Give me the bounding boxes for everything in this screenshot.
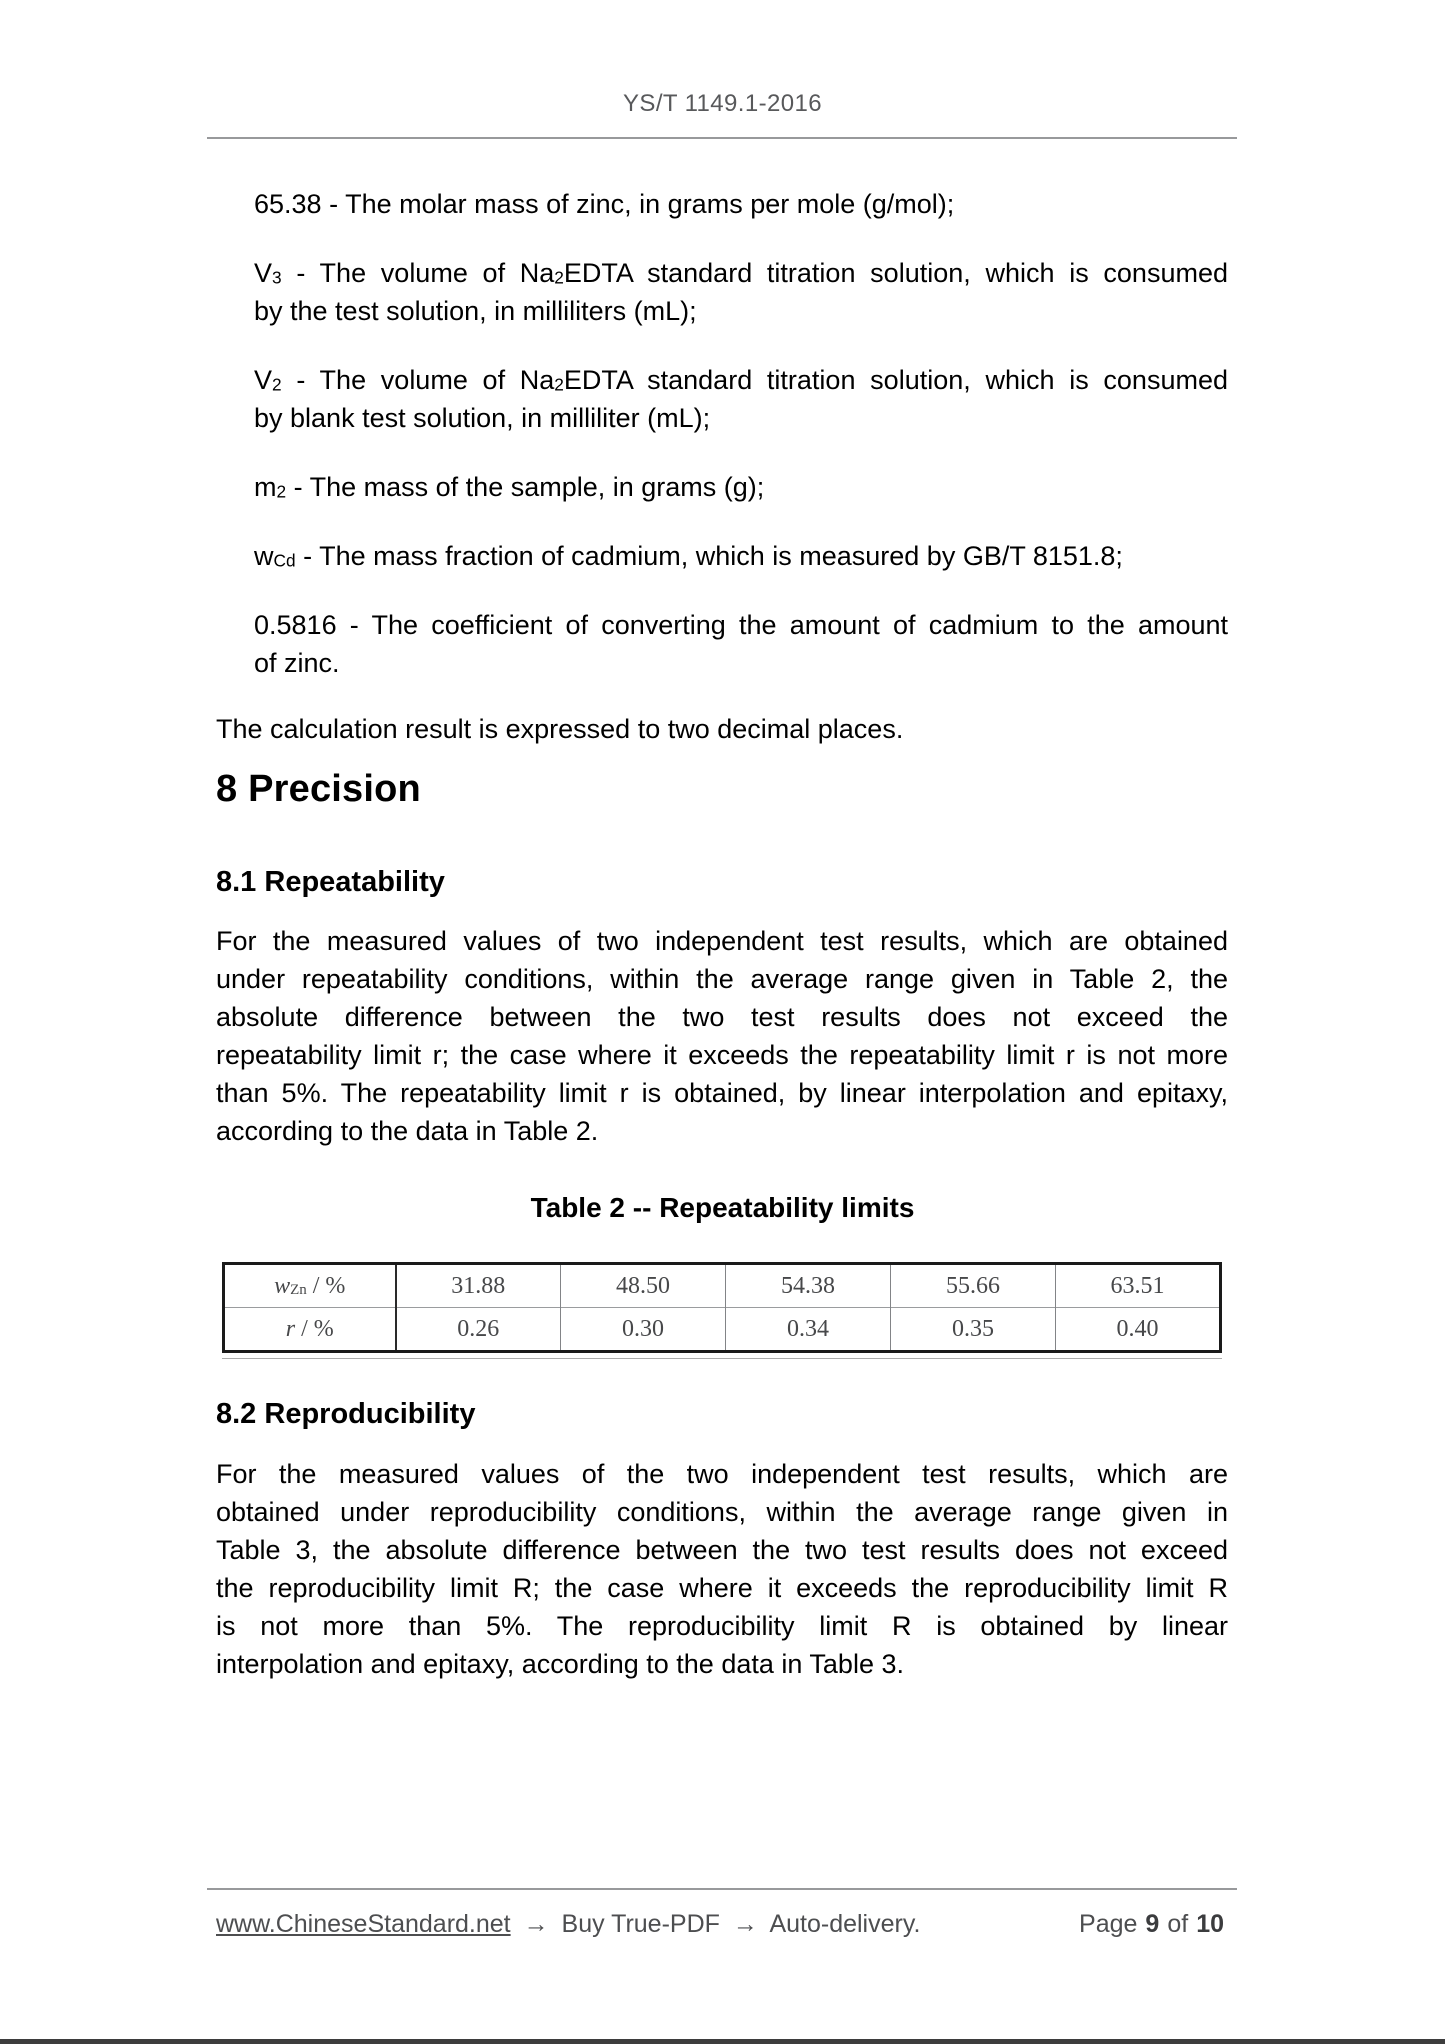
standard-number: YS/T 1149.1-2016 xyxy=(623,90,822,117)
footer-source xyxy=(216,1910,920,1939)
definition-item xyxy=(216,254,1228,330)
page-bottom-edge xyxy=(0,2039,1445,2044)
paragraph-line: interpolation and epitaxy, according to the data in Table 3. xyxy=(216,1649,904,1679)
definition-item xyxy=(216,361,1228,437)
paragraph-line: For the measured values of two independent test results, which are obtained xyxy=(216,926,1228,956)
footer-divider xyxy=(207,1888,1237,1890)
definition-line: $V_3$ - The volume of $Na_2EDTA$ standard titration solution, which is consumed xyxy=(254,258,1228,288)
definition-line: 0.5816 - The coefficient of converting the amount of cadmium to the amount xyxy=(254,610,1228,640)
header-divider xyxy=(207,137,1237,139)
row-header-wzn: $w_{Zn}$ / % xyxy=(224,1264,396,1308)
table-cell: 0.40 xyxy=(1056,1308,1221,1352)
definition-item xyxy=(216,185,1228,223)
definition-item xyxy=(216,468,1228,506)
paragraph-line: For the measured values of the two independent test results, which are xyxy=(216,1459,1228,1489)
of-word: of xyxy=(1167,1910,1189,1938)
paragraph-line: is not more than 5%. The reproducibility limit R is obtained by linear xyxy=(216,1611,1228,1641)
definition-line: $V_2$ - The volume of $Na_2EDTA$ standard titration solution, which is consumed xyxy=(254,365,1228,395)
page-current: 9 xyxy=(1145,1910,1160,1938)
definition-item xyxy=(216,606,1228,682)
paragraph-line: Table 3, the absolute difference between the two test results does not exceed xyxy=(216,1535,1228,1565)
paragraph-line: absolute difference between the two test results does not exceed the xyxy=(216,1002,1228,1032)
table-row xyxy=(224,1308,1221,1352)
definitions-list xyxy=(216,185,1228,713)
repeatability-limits-table xyxy=(222,1262,1222,1353)
definition-line: by the test solution, in milliliters (mL); xyxy=(254,296,697,326)
subsection-8-2-heading: 8.2 Reproducibility xyxy=(216,1398,476,1430)
table-cell: 0.26 xyxy=(396,1308,561,1352)
page-total: 10 xyxy=(1196,1910,1224,1938)
definition-line: by blank test solution, in milliliter (mL); xyxy=(254,403,711,433)
page-indicator xyxy=(1075,1910,1228,1939)
paragraph-line: according to the data in Table 2. xyxy=(216,1116,599,1146)
table-cell: 54.38 xyxy=(726,1264,891,1308)
page-footer xyxy=(216,1910,1228,1939)
table-cell: 55.66 xyxy=(891,1264,1056,1308)
table-cell: 0.35 xyxy=(891,1308,1056,1352)
paragraph-line: repeatability limit r; the case where it exceeds the repeatability limit r is not more xyxy=(216,1040,1228,1070)
definition-item xyxy=(216,537,1228,575)
definition-line: 65.38 - The molar mass of zinc, in grams per mole (g/mol); xyxy=(254,189,955,219)
arrow-icon: → xyxy=(732,1910,758,1938)
definition-line: $w_{Cd}$ - The mass fraction of cadmium, which is measured by GB/T 8151.8; xyxy=(254,541,1123,571)
paragraph-line: the reproducibility limit R; the case where it exceeds the reproducibility limit R xyxy=(216,1573,1228,1603)
table-cell: 63.51 xyxy=(1056,1264,1221,1308)
repeatability-paragraph xyxy=(216,922,1228,1150)
reproducibility-paragraph xyxy=(216,1455,1228,1683)
paragraph-line: under repeatability conditions, within the average range given in Table 2, the xyxy=(216,964,1228,994)
table-cell: 0.30 xyxy=(561,1308,726,1352)
definition-line: $m_2$ - The mass of the sample, in grams (g); xyxy=(254,472,765,502)
arrow-icon: → xyxy=(523,1910,549,1938)
paragraph-line: than 5%. The repeatability limit r is obtained, by linear interpolation and epitaxy, xyxy=(216,1078,1228,1108)
table-cell: 48.50 xyxy=(561,1264,726,1308)
definition-line: of zinc. xyxy=(254,648,340,678)
row-header-r: r / % xyxy=(224,1308,396,1352)
paragraph-line: obtained under reproducibility conditions, within the average range given in xyxy=(216,1497,1228,1527)
table-row xyxy=(224,1264,1221,1308)
calculation-note: The calculation result is expressed to two decimal places. xyxy=(216,714,904,744)
table-2-title: Table 2 -- Repeatability limits xyxy=(530,1192,915,1223)
website-link[interactable]: www.ChineseStandard.net xyxy=(216,1910,511,1938)
table-cell: 31.88 xyxy=(396,1264,561,1308)
section-8-heading: 8 Precision xyxy=(216,768,421,810)
footer-delivery-text: Auto-delivery. xyxy=(769,1910,921,1938)
table-2-container xyxy=(222,1262,1222,1359)
table-cell: 0.34 xyxy=(726,1308,891,1352)
subsection-8-1-heading: 8.1 Repeatability xyxy=(216,866,445,898)
footer-buy-text: Buy True-PDF xyxy=(561,1910,720,1938)
page-word: Page xyxy=(1079,1910,1138,1938)
